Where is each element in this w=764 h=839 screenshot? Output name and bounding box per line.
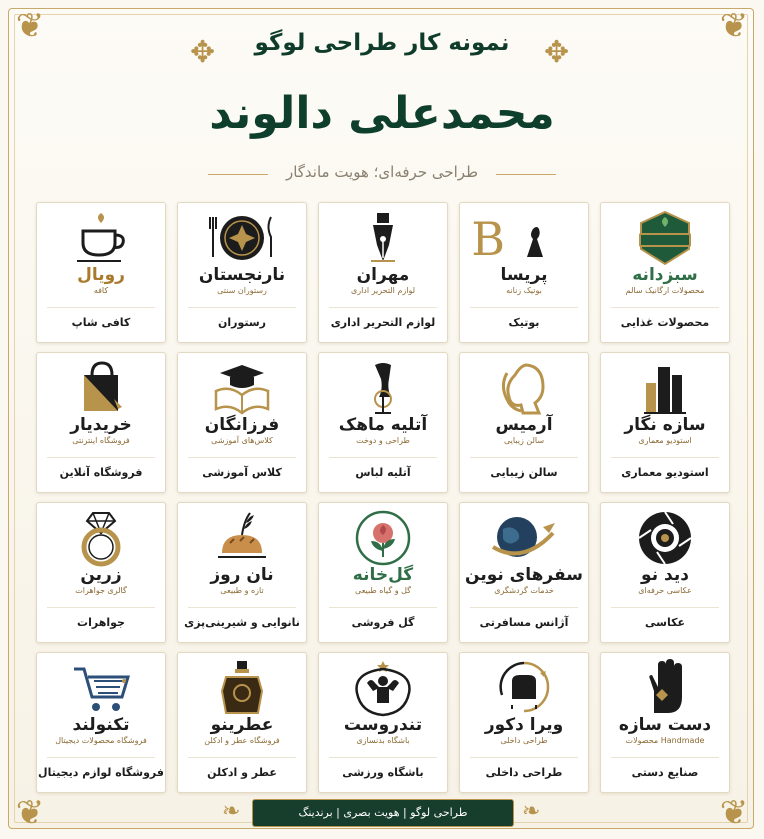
logo-card [177, 502, 307, 643]
footer-ornament-icon: ❧ [522, 799, 541, 824]
category-label: لوازم التحریر اداری [330, 316, 436, 329]
logo-card [318, 352, 448, 493]
brand-name: ویرا دکور [484, 715, 564, 735]
brand-name: مهران [356, 265, 410, 285]
divider [611, 307, 719, 308]
designer-name: محمدعلی دالوند [209, 88, 555, 139]
brand-name: پریسا [500, 265, 548, 285]
bread-wheat-icon [178, 509, 306, 567]
brand-subtitle: تازه و طبیعی [220, 586, 264, 595]
tagline: طراحی حرفه‌ای؛ هویت ماندگار [285, 163, 479, 181]
category-label: بوتیک [508, 316, 540, 329]
logo-card [600, 202, 730, 343]
category-label: آتلیه لباس [355, 466, 411, 479]
perfume-bottle-icon [178, 659, 306, 717]
globe-plane-icon [460, 509, 588, 567]
brand-name: سازه نگار [624, 415, 706, 435]
brand-name: آرمیس [495, 415, 553, 435]
pen-nib-icon [319, 209, 447, 267]
logo-card [36, 502, 166, 643]
logo-card [36, 202, 166, 343]
mannequin-icon [319, 359, 447, 417]
divider [329, 457, 437, 458]
corner-ornament-icon: ❦ [719, 793, 749, 833]
divider [188, 307, 296, 308]
category-label: طراحی داخلی [485, 766, 563, 779]
corner-ornament-icon: ❦ [15, 793, 45, 833]
bodybuilder-icon [319, 659, 447, 717]
header-ornament-icon: ✥ [190, 35, 216, 70]
category-label: کافی شاپ [71, 316, 131, 329]
brand-subtitle: طراحی و دوخت [356, 436, 410, 445]
brand-subtitle: باشگاه بدنسازی [356, 736, 410, 745]
category-label: صنایع دستی [631, 766, 699, 779]
logo-card [459, 502, 589, 643]
category-label: سالن زیبایی [490, 466, 558, 479]
divider [188, 457, 296, 458]
divider [611, 607, 719, 608]
brand-subtitle: سالن زیبایی [503, 436, 545, 445]
badge-leaf-icon [601, 209, 729, 267]
divider [47, 757, 155, 758]
logo-card [318, 202, 448, 343]
header-subtitle: نمونه کار طراحی لوگو [254, 30, 510, 56]
brand-name: سبزدانه [632, 265, 698, 285]
rose-icon [319, 509, 447, 567]
brand-subtitle: محصولات ارگانیک سالم [625, 286, 705, 295]
divider [496, 174, 556, 175]
divider [470, 307, 578, 308]
brand-subtitle: استودیو معماری [638, 436, 692, 445]
logo-card [600, 502, 730, 643]
category-label: نانوایی و شیرینی‌پزی [184, 616, 300, 629]
brand-subtitle: فروشگاه اینترنتی [72, 436, 130, 445]
divider [329, 607, 437, 608]
buildings-icon [601, 359, 729, 417]
coffee-cup-icon [37, 209, 165, 267]
logo-grid [34, 202, 730, 793]
brand-name: فرزانگان [204, 415, 280, 435]
brand-subtitle: گالری جواهرات [75, 586, 127, 595]
brand-name: دید نو [641, 565, 689, 585]
footer-banner: طراحی لوگو | هویت بصری | برندینگ [252, 799, 514, 827]
corner-ornament-icon: ❦ [719, 6, 749, 46]
graduation-book-icon [178, 359, 306, 417]
logo-card [459, 652, 589, 793]
logo-card [459, 202, 589, 343]
logo-card [36, 652, 166, 793]
brand-subtitle: کافه [93, 286, 109, 295]
divider [329, 757, 437, 758]
brand-name: تکنولند [72, 715, 130, 735]
brand-name: رویال [77, 265, 125, 285]
logo-card [318, 652, 448, 793]
category-label: عطر و ادکلن [207, 766, 277, 779]
divider [611, 457, 719, 458]
logo-card [318, 502, 448, 643]
category-label: کلاس آموزشی [202, 466, 282, 479]
armchair-lamp-icon [460, 659, 588, 717]
brand-name: نان روز [210, 565, 274, 585]
logo-card [177, 202, 307, 343]
hand-pattern-icon [601, 659, 729, 717]
brand-name: خریدیار [70, 415, 132, 435]
category-label: فروشگاه آنلاین [59, 466, 143, 479]
brand-subtitle: فروشگاه عطر و ادکلن [204, 736, 280, 745]
logo-card [600, 352, 730, 493]
divider [329, 307, 437, 308]
category-label: استودیو معماری [621, 466, 709, 479]
svg-text:B: B [471, 212, 505, 266]
brand-name: دست سازه [618, 715, 712, 735]
brand-name: عطرینو [210, 715, 274, 735]
footer-ornament-icon: ❧ [222, 799, 241, 824]
shopping-bag-icon [37, 359, 165, 417]
logo-card [600, 652, 730, 793]
brand-name: گل‌خانه [352, 565, 414, 585]
logo-card [177, 652, 307, 793]
brand-subtitle: خدمات گردشگری [494, 586, 554, 595]
divider [188, 607, 296, 608]
brand-name: آتلیه ماهک [338, 415, 428, 435]
logo-card [36, 352, 166, 493]
brand-subtitle: بوتیک زنانه [506, 286, 542, 295]
cart-circuit-icon [37, 659, 165, 717]
divider [188, 757, 296, 758]
category-label: محصولات غذایی [620, 316, 710, 329]
brand-subtitle: Handmade محصولات [625, 736, 705, 745]
divider [47, 607, 155, 608]
letter-b-icon [460, 209, 588, 267]
woman-profile-icon [460, 359, 588, 417]
divider [470, 457, 578, 458]
category-label: جواهرات [77, 616, 125, 629]
divider [611, 757, 719, 758]
category-label: گل فروشی [351, 616, 415, 629]
category-label: عکاسی [645, 616, 685, 629]
divider [470, 607, 578, 608]
divider [470, 757, 578, 758]
plate-ornament-icon [178, 209, 306, 267]
brand-subtitle: فروشگاه محصولات دیجیتال [55, 736, 147, 745]
category-label: فروشگاه لوازم دیجیتال [38, 766, 164, 779]
logo-card [459, 352, 589, 493]
brand-name: نارنجستان [198, 265, 286, 285]
brand-subtitle: کلاس‌های آموزشی [211, 436, 273, 445]
category-label: آژانس مسافرتی [479, 616, 569, 629]
diamond-ring-icon [37, 509, 165, 567]
corner-ornament-icon: ❦ [15, 6, 45, 46]
brand-name: زرین [80, 565, 122, 585]
logo-card [177, 352, 307, 493]
brand-subtitle: رستوران سنتی [217, 286, 267, 295]
brand-subtitle: گل و گیاه طبیعی [355, 586, 411, 595]
brand-name: تندروست [343, 715, 423, 735]
category-label: باشگاه ورزشی [342, 766, 424, 779]
category-label: رستوران [217, 316, 267, 329]
brand-name: سفرهای نوین [465, 565, 583, 585]
camera-aperture-icon [601, 509, 729, 567]
divider [47, 307, 155, 308]
brand-subtitle: طراحی داخلی [500, 736, 548, 745]
tagline-row [0, 163, 764, 187]
divider [47, 457, 155, 458]
header-ornament-icon: ✥ [544, 35, 570, 70]
brand-subtitle: عکاسی حرفه‌ای [638, 586, 692, 595]
brand-subtitle: لوازم التحریر اداری [350, 286, 416, 295]
